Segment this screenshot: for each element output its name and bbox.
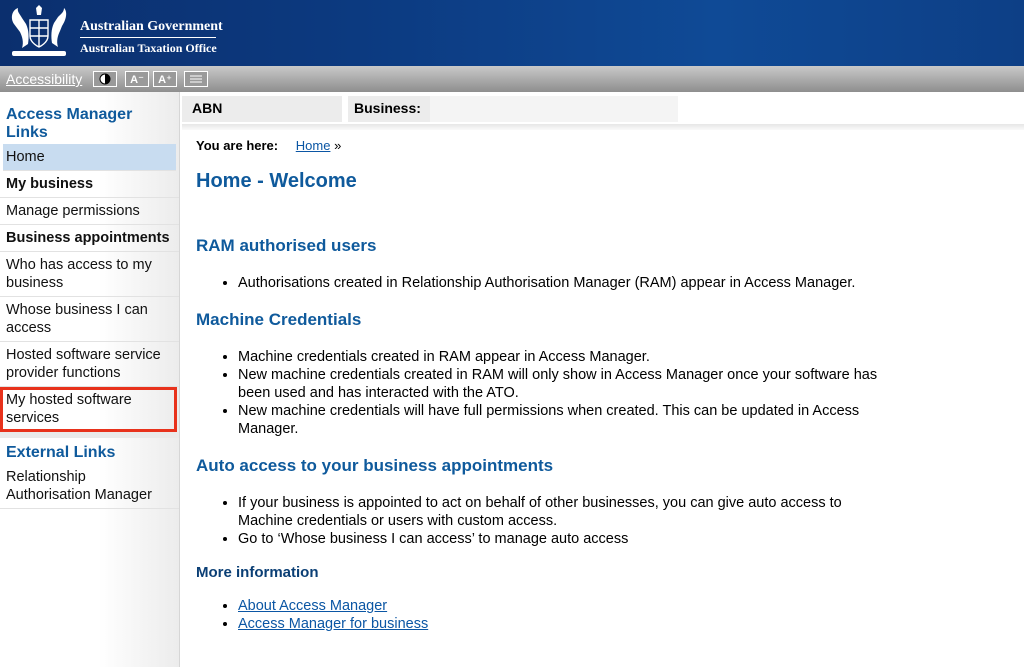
- header-banner: [0, 0, 1024, 66]
- breadcrumb-label: You are here:: [196, 138, 279, 153]
- business-label: Business:: [348, 96, 430, 122]
- list-item: [238, 597, 896, 615]
- main-content: [196, 130, 896, 633]
- agency-name: Australian Taxation Office: [80, 41, 217, 55]
- breadcrumb: [196, 138, 896, 153]
- sidebar-item-hosted-sw-provider[interactable]: Hosted software service provider functions: [0, 342, 179, 387]
- section-heading-ram: RAM authorised users: [196, 236, 377, 255]
- sidebar-item-business-appointments: Business appointments: [0, 225, 179, 252]
- list-item: • If your business is appointed to act on behalf of other businesses, you can give auto access to Machine credentials or users with custom access.: [238, 494, 896, 530]
- list-item: • Authorisations created in Relationship Authorisation Manager (RAM) appear in Access Manager.: [238, 274, 896, 292]
- wordmark-divider: [80, 37, 216, 38]
- list-item: • Go to ‘Whose business I can access’ to manage auto access: [238, 530, 896, 548]
- page-title: Home - Welcome: [196, 170, 357, 192]
- sidebar-section-title: Access Manager Links: [6, 106, 133, 141]
- auto-access-list: [196, 494, 896, 548]
- sidebar-item-ram[interactable]: Relationship Authorisation Manager: [0, 464, 179, 509]
- list-item: [238, 615, 896, 633]
- access-manager-for-business-link[interactable]: Access Manager for business: [238, 616, 429, 632]
- text-only-button[interactable]: [184, 71, 208, 87]
- breadcrumb-separator: »: [334, 138, 342, 153]
- section-heading-machine-credentials: Machine Credentials: [196, 310, 362, 329]
- accessibility-toolbar: [0, 66, 1024, 92]
- about-access-manager-link[interactable]: About Access Manager: [238, 598, 388, 614]
- ram-bullet-list: [196, 274, 896, 292]
- more-info-heading: More information: [196, 564, 319, 581]
- sidebar-item-manage-permissions[interactable]: Manage permissions: [0, 198, 179, 225]
- government-name: Australian Government: [80, 19, 223, 34]
- contrast-icon: [99, 73, 111, 85]
- government-wordmark[interactable]: [80, 18, 223, 55]
- machine-credentials-list: [196, 348, 896, 438]
- business-info-bar: [182, 92, 1024, 124]
- text-lines-icon: [189, 74, 203, 84]
- accessibility-link[interactable]: Accessibility: [6, 71, 83, 87]
- abn-label: ABN: [182, 96, 342, 122]
- breadcrumb-home-link[interactable]: Home: [295, 138, 331, 153]
- more-info-links: [196, 597, 896, 633]
- business-value: [430, 96, 678, 122]
- font-decrease-button[interactable]: A⁻: [125, 71, 149, 87]
- font-increase-button[interactable]: A⁺: [153, 71, 177, 87]
- list-item: • New machine credentials created in RAM will only show in Access Manager once your software has been used and has interacted with the ATO.: [238, 366, 896, 402]
- list-item: • New machine credentials will have full permissions when created. This can be updated in Access Manager.: [238, 402, 896, 438]
- sidebar-item-my-business: My business: [0, 171, 179, 198]
- sidebar-item-my-hosted-software[interactable]: My hosted software services: [0, 387, 177, 432]
- sidebar-item-whose-business[interactable]: Whose business I can access: [0, 297, 179, 342]
- sidebar-external-title: External Links: [0, 432, 179, 464]
- list-item: • Machine credentials created in RAM appear in Access Manager.: [238, 348, 896, 366]
- sidebar-item-who-has-access[interactable]: Who has access to my business: [0, 252, 179, 297]
- sidebar-nav: [0, 92, 180, 667]
- coat-of-arms-icon: [6, 4, 72, 60]
- contrast-button[interactable]: [93, 71, 117, 87]
- sidebar-item-home[interactable]: Home: [3, 144, 176, 171]
- section-heading-auto-access: Auto access to your business appointments: [196, 456, 554, 475]
